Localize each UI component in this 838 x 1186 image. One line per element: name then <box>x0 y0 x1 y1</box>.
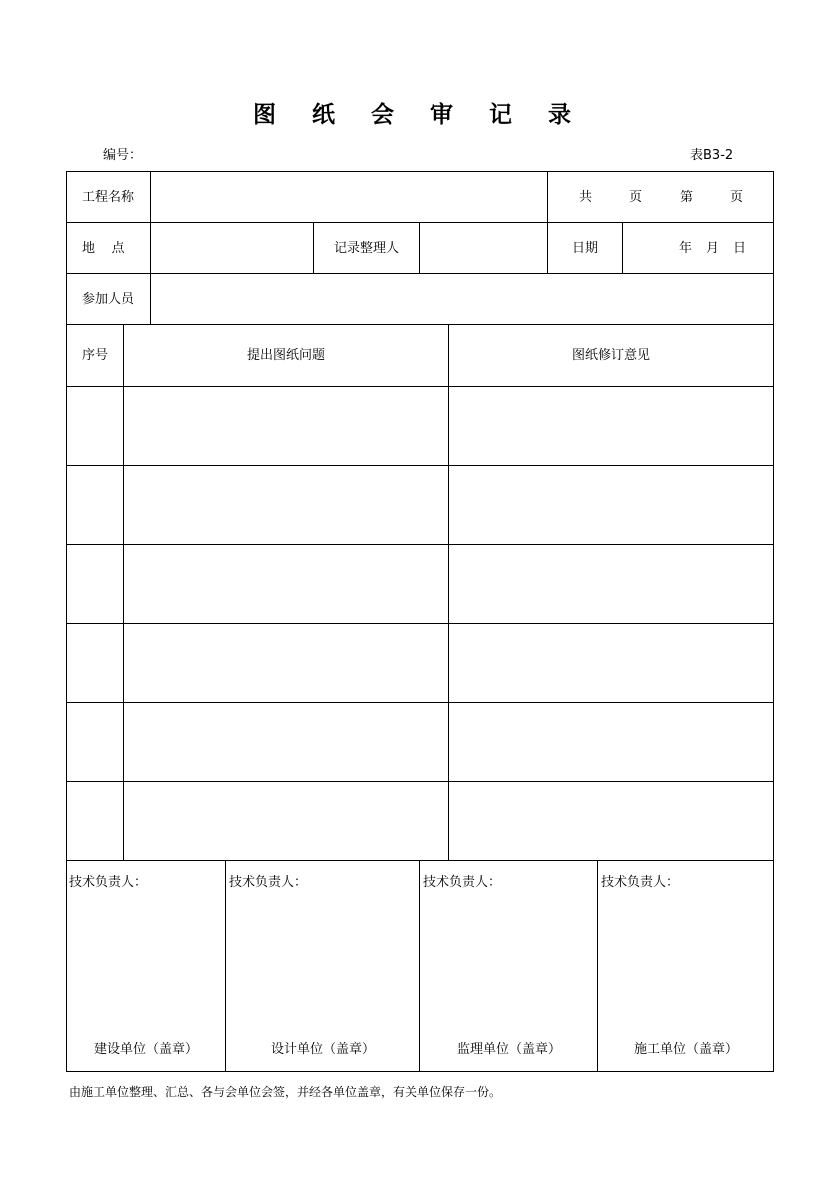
location-label: 地 点 <box>82 241 125 256</box>
page-title: 图 纸 会 审 记 录 <box>252 102 586 128</box>
table-row[interactable] <box>124 466 448 544</box>
col-issue-header: 提出图纸问题 <box>247 348 326 363</box>
page-unit-label: 页 <box>629 190 643 205</box>
page-unit-label: 页 <box>730 190 744 205</box>
table-row[interactable] <box>67 545 123 623</box>
table-row[interactable] <box>449 703 773 781</box>
table-row[interactable] <box>449 624 773 702</box>
table-row[interactable] <box>449 387 773 465</box>
form-code: 表B3-2 <box>690 148 734 163</box>
recorder-label: 记录整理人 <box>334 241 400 256</box>
signature-person-label: 技术负责人： <box>423 875 502 890</box>
number-label: 编号： <box>103 148 143 163</box>
table-row[interactable] <box>124 703 448 781</box>
participants-label: 参加人员 <box>82 292 135 307</box>
table-row[interactable] <box>124 624 448 702</box>
col-seq-header: 序号 <box>82 348 109 363</box>
rule <box>66 324 774 325</box>
signature-unit-label: 设计单位（盖章） <box>271 1042 376 1057</box>
table-row[interactable] <box>124 387 448 465</box>
rule <box>66 860 774 861</box>
table-row[interactable] <box>124 782 448 860</box>
table-row[interactable] <box>449 545 773 623</box>
signature-unit-label: 施工单位（盖章） <box>634 1042 739 1057</box>
date-label: 日期 <box>572 241 599 256</box>
table-row[interactable] <box>67 782 123 860</box>
date-month: 月 <box>706 241 720 256</box>
date-day: 日 <box>733 241 747 256</box>
signature-person-label: 技术负责人： <box>69 875 148 890</box>
table-row[interactable] <box>67 466 123 544</box>
table-row[interactable] <box>449 466 773 544</box>
footer-note: 由施工单位整理、汇总、各与会单位会签，并经各单位盖章，有关单位保存一份。 <box>69 1085 502 1099</box>
table-row[interactable] <box>449 782 773 860</box>
signature-person-label: 技术负责人： <box>601 875 680 890</box>
rule <box>547 171 548 273</box>
participants-field[interactable] <box>151 274 773 324</box>
rule <box>313 222 314 273</box>
date-year: 年 <box>679 241 693 256</box>
table-row[interactable] <box>67 703 123 781</box>
frame-right <box>773 171 774 1072</box>
table-row[interactable] <box>67 387 123 465</box>
location-field[interactable] <box>151 223 313 273</box>
rule <box>597 860 598 1071</box>
signature-unit-label: 监理单位（盖章） <box>457 1042 562 1057</box>
table-row[interactable] <box>67 624 123 702</box>
frame-bottom <box>66 1071 774 1072</box>
project-name-field[interactable] <box>151 172 547 222</box>
rule <box>419 860 420 1071</box>
project-name-label: 工程名称 <box>82 190 135 205</box>
col-opinion-header: 图纸修订意见 <box>572 348 651 363</box>
signature-person-label: 技术负责人： <box>229 875 308 890</box>
signature-unit-label: 建设单位（盖章） <box>94 1042 199 1057</box>
rule <box>225 860 226 1071</box>
page-current-label: 第 <box>680 190 694 205</box>
page-total-label: 共 <box>579 190 593 205</box>
table-row[interactable] <box>124 545 448 623</box>
rule <box>622 222 623 273</box>
recorder-field[interactable] <box>420 223 547 273</box>
